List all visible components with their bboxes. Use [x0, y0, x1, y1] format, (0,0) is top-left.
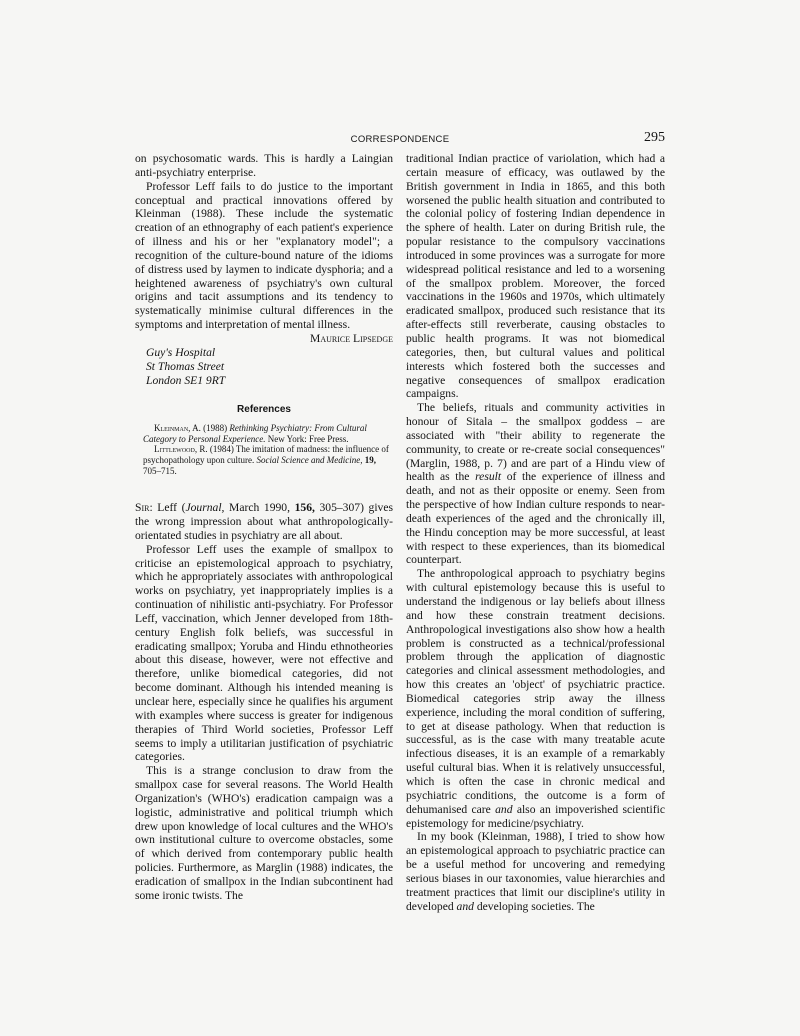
reference-publisher: New York: Free Press. — [267, 433, 349, 444]
running-title: CORRESPONDENCE — [350, 134, 450, 145]
running-head — [135, 131, 665, 147]
left-column — [135, 152, 393, 903]
paragraph: Professor Leff fails to do justice to the important conceptual and practical innovations offered by Kleinman (1988). These include the systematic creation of an ethnography of each patient's experience of illness and his or her "explanatory model"; a recognition of the culture-bound nature of the idioms of distress used by laymen to indicate dysphoria; and a heightened awareness of psychiatry's own cultural origins and tacit assumptions and its tendency to systematically minimise cultural differences in the symptoms and interpretation of mental illness. — [135, 179, 393, 332]
letter-opening — [135, 501, 393, 543]
emphasis: result — [475, 470, 502, 484]
reference-journal: Social Science and Medicine, — [256, 454, 363, 465]
paragraph: traditional Indian practice of variolation, which had a certain measure of efficacy, was outlawed by the British government in India in 1865, and this both worsened the public health situation and contributed to the colonial policy of fostering Indian dependence in the sphere of health. Later on during British rule, the popular resistance to the compulsory vaccinations introduced in some provinces was a surrogate for more widespread political resistance and led to a worsening of the smallpox problem. Moreover, the forced vaccinations in the 1960s and 1970s, which ultimately eradicated smallpox, produced such resistance that its after-effects still reverberate, causing obstacles to public health programs. It was not biomedical categories, then, but cultural values and political interests which fostered both the successes and negative consequences of smallpox eradication campaigns. — [406, 152, 665, 401]
paragraph: This is a strange conclusion to draw from the smallpox case for several reasons. The World Health Organization's (WHO's) eradication campaign was a logistic, administrative and political triumph which drew upon knowledge of local cultures and the WHO's own institutional culture to overcome obstacles, some of which derived from contemporary public health policies. Furthermore, as Marglin (1988) indicates, the eradication of smallpox in the Indian subcontinent had some ironic twists. The — [135, 764, 393, 902]
reference-title: The imitation of madness: the influence of psychopathology upon culture. — [143, 444, 389, 465]
reference-year: (1984) — [209, 444, 234, 455]
page-number: 295 — [644, 130, 665, 145]
text-run: In my book (Kleinman, 1988), I tried to show how an epistemological approach to psychiatric practice can be a useful method for uncovering and remedying serious biases in our taxonomies, value hierarchies and treatment practices that limit our discipline's utility in developed — [406, 830, 665, 913]
text-run: The anthropological approach to psychiatry begins with cultural epistemology because this is useful to understand the indigenous or lay beliefs about illness and how these constrain treatment decisions. Anthropological investigations also show how a health problem is constructed as a technical/professional problem through the application of diagnostic categories and clinical assessment methodologies, and how this creates an 'object' of psychiatric practice. Biomedical categories strip away the illness experience, including the moral condition of suffering, to get at disease pathology. When that reduction is successful, as is the case with many treatable acute infectious diseases, it is an example of a remarkably useful cultural bias. When it is relatively unsuccessful, which is often the case in chronic medical and psychiatric conditions, the outcome is a form of dehumanised care — [406, 567, 665, 816]
paragraph — [406, 401, 665, 567]
reference-author: Kleinman, A. — [154, 423, 201, 434]
text-run: of the experience of illness and death, and not as their opposite or enemy. Seen from the perspective of how Indian culture responds to near-death experiences of the aged and the chronically ill, the Hindu conception may be more successful, at least with respect to these experiences, than its biomedical counterpart. — [406, 470, 665, 567]
references-heading: References — [237, 404, 291, 416]
journal-name: Journal, — [185, 501, 225, 515]
address-line: London SE1 9RT — [146, 373, 226, 387]
reference-pages: 705–715. — [143, 465, 177, 476]
reference-item — [135, 444, 393, 476]
volume-number: 156, — [294, 501, 315, 515]
spacer — [135, 476, 393, 501]
signature-name: Maurice Lipsedge — [310, 331, 393, 345]
paragraph: Professor Leff uses the example of smallpox to criticise an epistemological approach to psychiatry, which he appropriately associates with anthropological works on psychiatry, yet inappropriately implies is a continuation of nihilistic anti-psychiatry. For Professor Leff, vaccination, which Jenner developed from 18th-century English folk beliefs, was successful in eradicating smallpox; Yoruba and Hindu ethnotheories about this disease, however, were not effective and therefore, unlike biomedical categories, did not become dominant. Although his intended meaning is unclear here, especially since he qualifies his argument with examples where success is greater for indigenous therapies of Third World societies, Professor Leff seems to imply a utilitarian justification of psychiatric categories. — [135, 542, 393, 764]
address-line: St Thomas Street — [146, 359, 225, 373]
reference-item — [135, 423, 393, 444]
text-run: March 1990, — [224, 501, 295, 515]
address-line: Guy's Hospital — [146, 345, 216, 359]
paragraph — [406, 567, 665, 830]
paragraph — [406, 830, 665, 913]
reference-author: Littlewood, R. — [154, 444, 208, 455]
text-run: also an impoverished scientific epistemology for medicine/psychiatry. — [406, 802, 665, 830]
salutation: Sir — [135, 501, 150, 515]
reference-title: Rethinking Psychiatry: From Cultural Category to Personal Experience. — [143, 423, 367, 444]
text-run: developing societies. The — [473, 899, 595, 913]
right-column — [406, 152, 665, 913]
text-run: The beliefs, rituals and community activities in honour of Sitala – the smallpox goddess – are associated with "their ability to regenerate the community, to create or re-create social consequences" (Marglin, 1988, p. 7) and are part of a Hindu view of health as the — [406, 401, 665, 484]
paragraph: on psychosomatic wards. This is hardly a Laingian anti-psychiatry enterprise. — [135, 152, 393, 179]
emphasis: and — [495, 802, 513, 816]
text-run: 305–307) gives the wrong impression about what anthropologically-orientated studies in psychiatry are all about. — [135, 501, 393, 542]
emphasis: and — [456, 899, 474, 913]
text-run: : Leff ( — [149, 501, 186, 515]
reference-volume: 19, — [364, 454, 376, 465]
reference-year: (1988) — [203, 423, 228, 434]
